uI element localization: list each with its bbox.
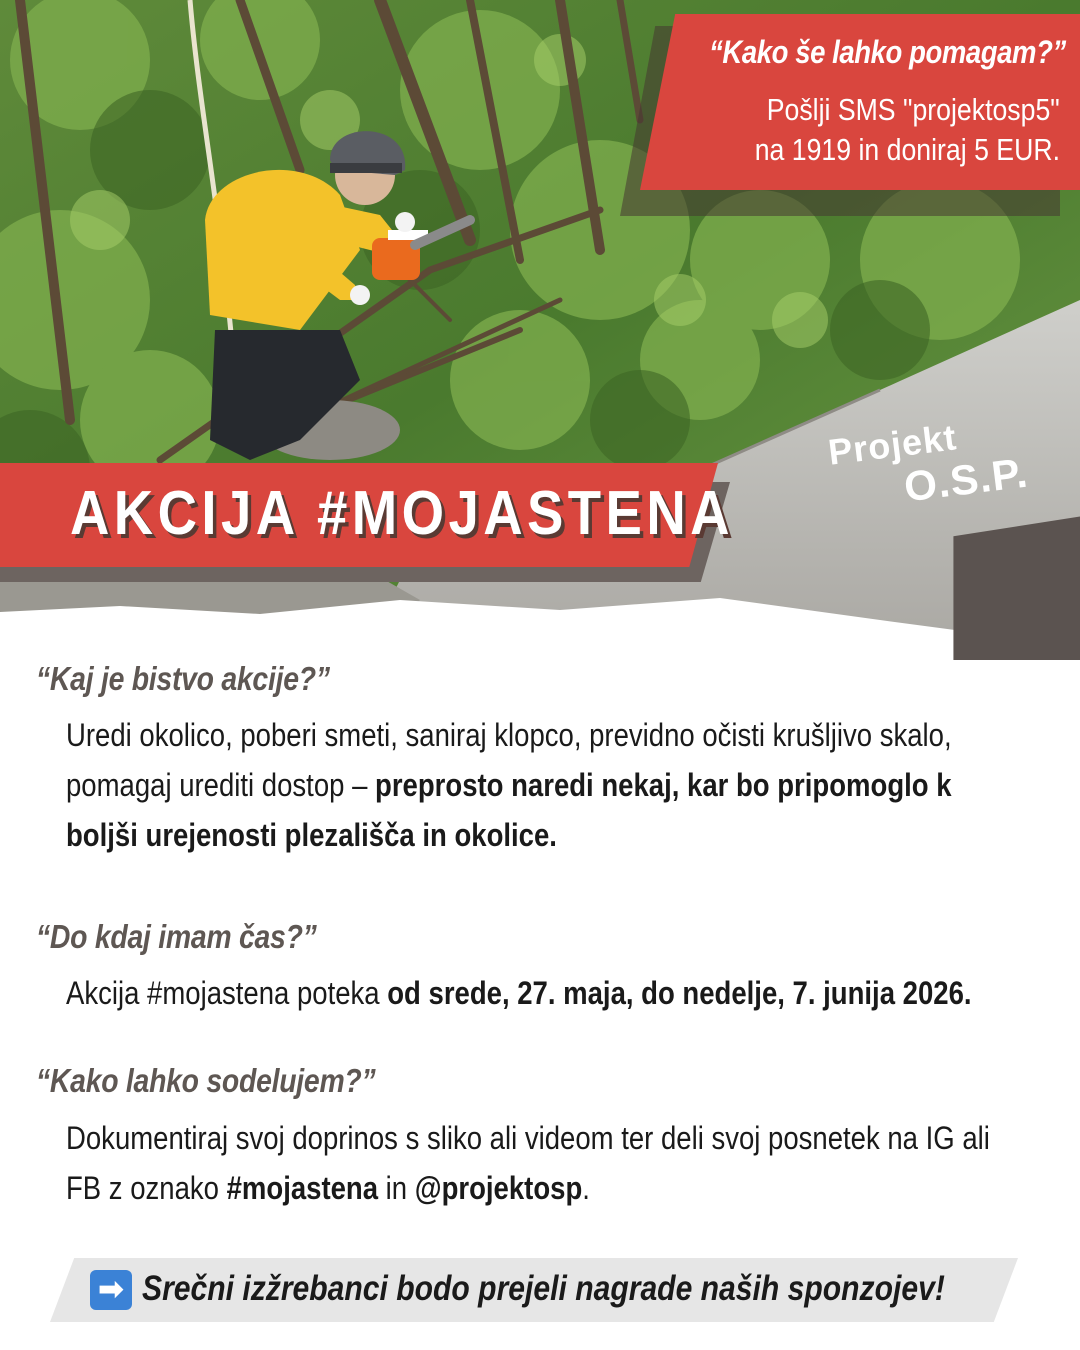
hashtag-mojastena: #mojastena [226,1170,379,1206]
deadline-plain-text: Akcija #mojastena poteka [66,975,388,1011]
prize-announcement: Srečni izžrebanci bodo prejeli nagrade naših sponzojev! [142,1269,945,1308]
logo-word-osp: O.S.P. [901,448,1031,511]
donation-amount-line: na 1919 in doniraj 5 EUR. [754,132,1060,167]
donation-callout [640,14,1080,190]
participate-plain-text-2: in [378,1170,415,1206]
section-question-deadline: “Do kdaj imam čas?” [36,918,317,955]
section-question-participate: “Kako lahko sodelujem?” [36,1062,376,1099]
projekt-osp-logo [800,398,1062,608]
arrow-right-icon: ➡ [90,1270,132,1310]
section-text-participate [66,1113,1021,1213]
deadline-bold-text: od srede, 27. maja, do nedelje, 7. junija 2026. [387,975,972,1011]
handle-projektosp: @projektosp [414,1170,583,1206]
section-text-deadline [66,968,1021,1018]
section-question-essence: “Kaj je bistvo akcije?” [36,660,330,697]
logo-word-projekt: Projekt [825,416,960,473]
participate-plain-text-3: . [582,1170,590,1206]
section-text-essence [66,710,1021,860]
campaign-title: AKCIJA #MOJASTENA [70,479,734,548]
essence-plain-text: Uredi okolico, poberi smeti, saniraj klopco, previdno očisti krušljivo skalo, pomagaj urediti dostop – [66,717,952,803]
participate-plain-text-1: Dokumentiraj svoj doprinos s sliko ali videom ter deli svoj posnetek na IG ali FB z oznako [66,1120,990,1206]
essence-bold-text: preprosto naredi nekaj, kar bo pripomoglo k boljši urejenosti plezališča in okolice. [66,767,952,853]
donation-sms-line: Pošlji SMS "projektosp5" [766,92,1060,127]
donation-question: “Kako še lahko pomagam?” [709,34,1066,70]
hero-photo [0,0,1080,660]
